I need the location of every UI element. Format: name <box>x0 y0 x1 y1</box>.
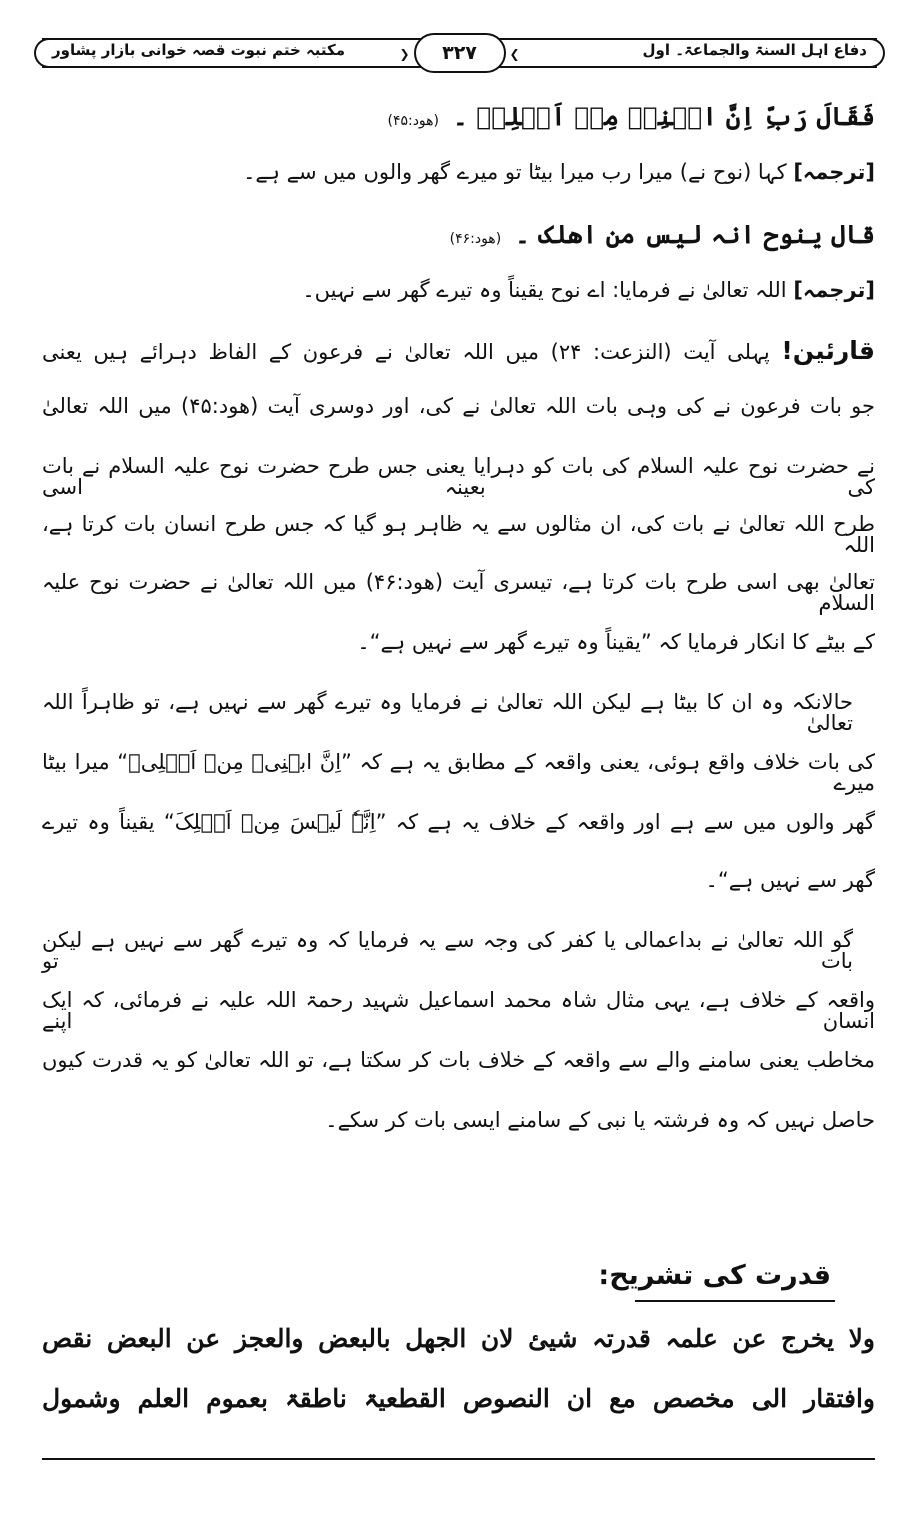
ornament-left-icon: ❮ <box>399 47 410 61</box>
paragraph-1-line-6: کے بیٹے کا انکار فرمایا کہ ”یقیناً وہ تیرے گھر سے نہیں ہے“۔ <box>357 630 875 654</box>
verse-2-text: قال ینوح انہ لیس من اھلک ۔ <box>515 220 875 249</box>
paragraph-3-line-3: مخاطب یعنی سامنے والے سے واقعہ کے خلاف بات کر سکتا ہے، تو اللہ تعالیٰ کو یہ قدرت کیوں <box>42 1048 875 1072</box>
translation-2 <box>302 280 875 301</box>
page-number: ۳۲۷ <box>442 42 477 64</box>
paragraph-1-line-1-text: پہلی آیت (النزعت: ۲۴) میں اللہ تعالیٰ نے فرعون کے الفاظ دہرائے ہیں یعنی <box>42 340 770 364</box>
paragraph-2-line-1: حالانکہ وہ ان کا بیٹا ہے لیکن اللہ تعالیٰ نے فرمایا وہ تیرے گھر سے نہیں ہے، تو ظاہراً اللہ تعالیٰ <box>42 690 853 735</box>
verse-2 <box>450 222 875 247</box>
verse-1-text: فَقَالَ رَبِّ اِنَّ ابۡنِیۡ مِنۡ اَہۡلِیۡ ۔ <box>453 102 875 131</box>
paragraph-1-line-4: طرح اللہ تعالیٰ نے بات کی، ان مثالوں سے یہ ظاہر ہو گیا کہ جس طرح انسان بات کرتا ہے، اللہ <box>42 512 875 557</box>
ornament-right-icon: ❯ <box>509 47 520 61</box>
paragraph-3-line-4: حاصل نہیں کہ وہ فرشتہ یا نبی کے سامنے ایسی بات کر سکے۔ <box>325 1108 875 1132</box>
translation-1-text: کہا (نوح نے) میرا رب میرا بیٹا تو میرے گھر والوں میں سے ہے۔ <box>243 160 787 184</box>
paragraph-3-line-2: واقعہ کے خلاف ہے، یہی مثال شاہ محمد اسماعیل شہید رحمۃ اللہ علیہ نے فرمائی، کہ ایک انسان اپنے <box>42 988 875 1033</box>
page-number-badge <box>399 33 520 73</box>
verse-2-reference: (ھود:۴۶) <box>449 231 502 247</box>
running-header <box>42 38 877 68</box>
paragraph-1-line-2: جو بات فرعون نے کی وہی بات اللہ تعالیٰ نے کی، اور دوسری آیت (ھود:۴۵) میں اللہ تعالیٰ <box>42 394 875 418</box>
paragraph-2-line-2: کی بات خلاف واقع ہوئی، یعنی واقعہ کے مطابق یہ ہے کہ ”اِنَّ ابۡنِیۡ مِنۡ اَہۡلِیۡ“ میرا بیٹا میرے <box>42 750 875 795</box>
paragraph-2-line-3: گھر والوں میں سے ہے اور واقعہ کے خلاف یہ ہے کہ ”اِنَّہٗ لَیۡسَ مِنۡ اَہۡلِکَ“ یقیناً وہ تیرے <box>42 810 876 834</box>
paragraph-1-line-3: نے حضرت نوح علیہ السلام کی بات کو دہرایا یعنی جس طرح حضرت نوح علیہ السلام نے بات کی بعینہ اسی <box>42 454 875 499</box>
verse-1 <box>387 104 875 129</box>
footer-rule <box>42 1458 875 1460</box>
translation-2-label: [ترجمہ] <box>793 278 875 302</box>
translation-1-label: [ترجمہ] <box>793 160 875 184</box>
paragraph-1-line-5: تعالیٰ بھی اسی طرح بات کرتا ہے، تیسری آیت (ھود:۴۶) میں اللہ تعالیٰ نے حضرت نوح علیہ السلام <box>42 570 875 615</box>
verse-1-reference: (ھود:۴۵) <box>387 113 440 129</box>
translation-2-text: اللہ تعالیٰ نے فرمایا: اے نوح یقیناً وہ تیرے گھر سے نہیں۔ <box>302 278 787 302</box>
arabic-quote-line-2: وافتقار الی مخصص مع ان النصوص القطعیۃ ناطقۃ بعموم العلم وشمول <box>42 1384 875 1413</box>
arabic-quote-line-1: ولا یخرج عن علمہ قدرتہ شیئ لان الجھل بالبعض والعجز عن البعض نقص <box>42 1324 875 1353</box>
section-heading-underline <box>635 1300 835 1302</box>
paragraph-3-line-1: گو اللہ تعالیٰ نے بداعمالی یا کفر کی وجہ سے یہ فرمایا کہ وہ تیرے گھر سے نہیں ہے لیکن بات تو <box>42 928 853 973</box>
publisher-name: مکتبہ ختم نبوت قصہ خوانی بازار پشاور <box>52 41 346 59</box>
book-title: دفاع اہل السنۃ والجماعۃ۔ اول <box>642 41 867 59</box>
paragraph-1-line-1 <box>42 338 875 363</box>
paragraph-2-line-4: گھر سے نہیں ہے“۔ <box>705 868 875 892</box>
translation-1 <box>243 162 875 183</box>
readers-heading: قارئین! <box>781 336 875 365</box>
section-heading: قدرت کی تشریح: <box>598 1260 831 1291</box>
